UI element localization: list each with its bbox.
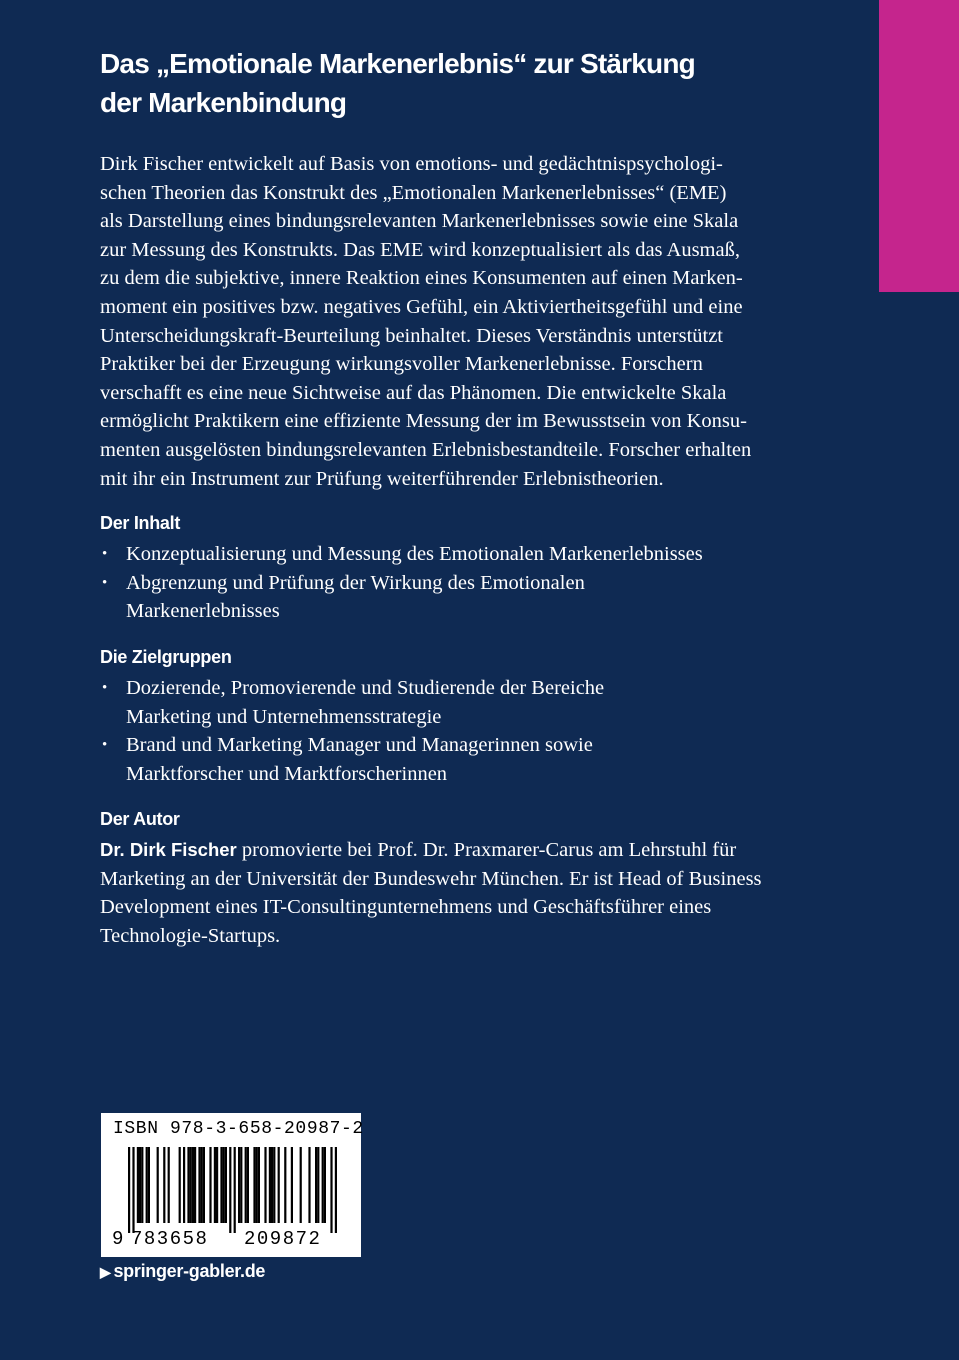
isbn-barcode	[101, 1113, 364, 1257]
bullet-icon: •	[102, 737, 108, 754]
barcode-bar	[253, 1147, 255, 1223]
author-line: Development eines IT-Consultingunternehmens und Geschäftsführer eines	[100, 896, 712, 919]
isbn-label: ISBN 978-3-658-20987-2	[113, 1119, 364, 1139]
intro-paragraph	[100, 150, 812, 493]
intro-line: moment ein positives bzw. negatives Gefühl, ein Aktiviertheitsgefühl und eine	[100, 295, 743, 318]
intro-line: schen Theorien das Konstrukt des „Emotionalen Markenerlebnisses“ (EME)	[100, 181, 727, 204]
intro-line: ermöglicht Praktikern eine effiziente Messung der im Bewusstsein von Konsu-	[100, 410, 747, 433]
list-item-line: Dozierende, Promovierende und Studierende der Bereiche	[126, 677, 605, 699]
publisher-link[interactable]	[100, 1261, 265, 1282]
section-heading-autor: Der Autor	[100, 809, 180, 829]
section-heading-inhalt: Der Inhalt	[100, 513, 181, 533]
barcode-bar	[190, 1147, 192, 1223]
title-line: der Markenbindung	[100, 87, 347, 118]
barcode-bar	[194, 1147, 196, 1223]
barcode-guard-bar	[132, 1147, 134, 1233]
barcode-first-digit: 9	[112, 1228, 124, 1250]
barcode-digits-right: 209872	[244, 1228, 322, 1250]
bullet-icon: •	[102, 574, 108, 591]
list-item-line: Konzeptualisierung und Messung des Emotionalen Markenerlebnisses	[126, 543, 703, 565]
barcode-bar	[183, 1147, 185, 1223]
list-item-line: Marketing und Unternehmensstrategie	[126, 705, 442, 728]
barcode-bar	[214, 1147, 216, 1223]
barcode-bar	[163, 1147, 165, 1223]
list-item-line: Markenerlebnisses	[126, 600, 280, 623]
barcode-bar	[245, 1147, 247, 1223]
barcode-guard-bar	[229, 1147, 231, 1233]
barcode-guard-bar	[128, 1147, 130, 1233]
barcode-bar	[225, 1147, 227, 1223]
barcode-bar	[238, 1147, 240, 1223]
barcode-bar	[308, 1147, 310, 1223]
barcode-bar	[201, 1147, 203, 1223]
barcode-bar	[324, 1147, 326, 1223]
author-line: Marketing an der Universität der Bundeswehr München. Er ist Head of Business	[100, 867, 762, 890]
publisher-url: springer-gabler.de	[113, 1261, 266, 1281]
barcode-bar	[198, 1147, 200, 1223]
barcode-bar	[315, 1147, 317, 1223]
barcode-bar	[240, 1147, 242, 1223]
barcode-bar	[300, 1147, 302, 1223]
barcode-bar	[137, 1147, 139, 1223]
barcode-bar	[247, 1147, 249, 1223]
list-item	[100, 731, 820, 788]
barcode-bar	[269, 1147, 271, 1223]
intro-line: Unterscheidungskraft-Beurteilung beinhaltet. Dieses Verständnis unterstützt	[100, 324, 724, 347]
intro-line: verschafft es eine neue Sichtweise auf das Phänomen. Die entwickelte Skala	[100, 381, 727, 404]
barcode-bar	[258, 1147, 260, 1223]
barcode-bar	[168, 1147, 170, 1223]
intro-line: menten ausgelösten bindungsrelevanten Erlebnisbestandteile. Forscher erhalten	[100, 438, 752, 461]
barcode-bar	[203, 1147, 205, 1223]
author-line	[100, 836, 820, 865]
barcode-bar	[148, 1147, 150, 1223]
barcode-bar	[157, 1147, 159, 1223]
barcode-guard-bar	[234, 1147, 236, 1233]
barcode-bar	[187, 1147, 189, 1223]
list-item-line: Abgrenzung und Prüfung der Wirkung des Emotionalen	[126, 571, 585, 594]
section-heading-zielgruppen: Die Zielgruppen	[100, 647, 232, 667]
barcode-bar	[317, 1147, 319, 1223]
list-item-line: Brand und Marketing Manager und Managerinnen sowie	[126, 734, 593, 757]
bullet-icon: •	[102, 680, 108, 696]
barcode-bar	[216, 1147, 218, 1223]
zielgruppen-list	[100, 674, 820, 788]
barcode-bars	[101, 1147, 361, 1233]
barcode-bar	[322, 1147, 324, 1223]
author-paragraph	[100, 836, 820, 950]
arrow-right-icon: ▶	[100, 1264, 111, 1280]
intro-line: zur Messung des Konstrukts. Das EME wird konzeptualisiert als das Ausmaß,	[100, 238, 740, 261]
barcode-bar	[209, 1147, 211, 1223]
barcode-bar	[192, 1147, 194, 1223]
barcode-bar	[278, 1147, 280, 1223]
inhalt-list	[100, 540, 820, 626]
author-name: Dr. Dirk Fischer	[100, 839, 237, 860]
barcode-bar	[256, 1147, 258, 1223]
title-line: Das „Emotionale Markenerlebnis“ zur Stärkung	[100, 48, 695, 79]
intro-line: Praktiker bei der Erzeugung wirkungsvoller Markenerlebnisse. Forschern	[100, 353, 703, 376]
author-line: Technologie-Startups.	[100, 924, 281, 947]
list-item-line: Marktforscher und Marktforscherinnen	[126, 762, 448, 785]
book-title	[100, 44, 800, 122]
barcode-bar	[271, 1147, 273, 1223]
barcode-bar	[264, 1147, 266, 1223]
barcode-bar	[291, 1147, 293, 1223]
intro-line: als Darstellung eines bindungsrelevanten Markenerlebnisses sowie eine Skala	[100, 210, 739, 233]
barcode-bar	[141, 1147, 143, 1223]
intro-line: Dirk Fischer entwickelt auf Basis von emotions- und gedächtnispsychologi-	[100, 153, 723, 175]
barcode-bar	[146, 1147, 148, 1223]
barcode-bar	[273, 1147, 275, 1223]
intro-line: mit ihr ein Instrument zur Prüfung weiterführender Erlebnistheorien.	[100, 467, 664, 490]
bullet-icon: •	[102, 546, 108, 562]
barcode-bar	[139, 1147, 141, 1223]
list-item	[100, 569, 820, 626]
list-item	[100, 540, 820, 569]
barcode-guard-bar	[330, 1147, 332, 1233]
barcode-bar	[223, 1147, 225, 1223]
barcode-bar	[284, 1147, 286, 1223]
barcode-bar	[179, 1147, 181, 1223]
intro-line: zu dem die subjektive, innere Reaktion eines Konsumenten auf einen Marken-	[100, 267, 743, 290]
barcode-guard-bar	[335, 1147, 337, 1233]
barcode-digits-left: 783658	[131, 1228, 209, 1250]
magenta-accent-bar	[879, 0, 959, 292]
list-item	[100, 674, 820, 731]
barcode-bar	[220, 1147, 222, 1223]
author-line-rest: promovierte bei Prof. Dr. Praxmarer-Carus am Lehrstuhl für	[236, 839, 737, 861]
